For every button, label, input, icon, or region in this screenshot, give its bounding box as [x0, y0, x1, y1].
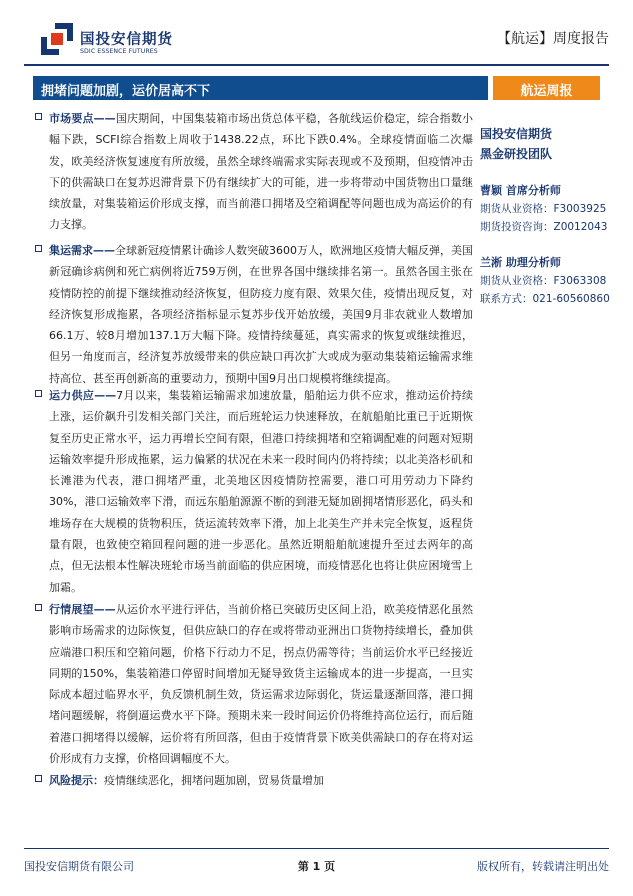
section-paragraph [49, 240, 473, 389]
section-shipping-demand [33, 240, 473, 385]
section-text: 国庆期间，中国集装箱市场出货总体平稳，各航线运价稳定，综合指数小幅下跌，SCFI综合指数上周收于1438.22点，环比下跌0.4%。全球疫情面临二次爆发，欧美经济恢复速度有所放缓，虽然全球终端需求实际表现或不及预期，但疫情冲击下的供需缺口在复苏迟滞背景下仍有继续扩大的可能，进一步将带动中国货物出口量继续放量，对集装箱运价形成支撑，而当前港口拥堵及空箱调配等问题也成为高运价的有力支撑。 [49, 112, 474, 232]
section-paragraph [49, 599, 473, 769]
page-number: 第 1 页 [297, 860, 336, 873]
section-risk-warning [33, 770, 473, 794]
analyst-2-name: 兰淅 助理分析师 [480, 256, 561, 269]
section-paragraph [49, 108, 473, 236]
section-text: 从运价水平进行评估，当前价格已突破历史区间上沿，欧美疫情恶化虽然影响市场需求的边际恢复，但供应缺口的存在或将带动亚洲出口货物持续增长，叠加供应端港口积压和空箱问题，价格下行动力不足，拐点仍需等待；当前运价水平已经接近同期的150%，集装箱港口停留时间增加无疑导致货主运输成本的进一步提高，一旦实际成本超过临界水平，负反馈机制生效，货运需求边际弱化，货运量逐渐回落，港口拥堵问题缓解，将倒逼运费水平下降。预期未来一段时间运价仍将维持高位运行，而后随着港口拥堵得以缓解，运价将有所回落，但由于疫情背景下欧美供需缺口的存在将对运价形成有力支撑，价格回调幅度不大。 [49, 603, 474, 766]
square-bullet-icon [35, 775, 42, 782]
logo-english-name: SDIC ESSENCE FUTURES [80, 48, 158, 55]
analyst-1-name: 曹颖 首席分析师 [480, 184, 561, 197]
section-paragraph [49, 385, 473, 598]
section-capacity-supply [33, 385, 473, 599]
square-bullet-icon [35, 390, 42, 397]
section-heading: 运力供应—— [49, 389, 117, 402]
section-heading: 风险提示： [49, 774, 104, 787]
section-paragraph [49, 770, 473, 791]
report-type-label: 【航运】周度报告 [497, 31, 609, 47]
section-text: 全球新冠疫情累计确诊人数突破3600万人，欧洲地区疫情大幅反弹，美国新冠确诊病例和死亡病例将近759万例，在世界各国中继续排名第一。虽然各国主张在疫情防控的前提下继续推动经济恢复，但防疫力度有限、效果欠佳，疫情出现反复，对经济恢复形成拖累，各项经济指标显示复苏步伐开始放缓，美国9月非农就业人数增加66.1万、较8月增加137.1万大幅下降。疫情持续蔓延，真实需求的恢复或继续推迟，但另一角度而言，经济复苏放缓带来的供应缺口再次扩大或成为驱动集装箱运输需求维持高位、甚至再创新高的重要动力，预期中国9月出口规模将继续提高。 [49, 244, 473, 385]
header-divider [24, 64, 609, 66]
analyst-2-cert: 期货从业资格：F3063308 [480, 275, 607, 287]
company-logo [40, 22, 173, 58]
main-content [33, 108, 473, 794]
sidebar-team [480, 124, 620, 164]
square-bullet-icon [35, 604, 42, 611]
footer-divider [24, 848, 609, 849]
sidebar-org-name: 国投安信期货 [480, 127, 553, 141]
logo-mark-icon [40, 22, 74, 56]
report-tag-bar [493, 76, 600, 100]
analyst-1-cert: 期货从业资格：F3003925 [480, 203, 607, 215]
section-heading: 集运需求—— [49, 244, 115, 257]
footer-company: 国投安信期货有限公司 [24, 860, 134, 873]
report-tag: 航运周报 [520, 84, 573, 99]
report-title-bar [33, 76, 488, 100]
section-market-highlights [33, 108, 473, 240]
square-bullet-icon [35, 113, 42, 120]
section-heading: 市场要点—— [49, 112, 116, 125]
section-text: 7月以来，集装箱运输需求加速放量，船舶运力供不应求，推动运价持续上涨，运价飙升引发相关部门关注，而后班轮运力快速释放，在航船舶比重已于近期恢复至历史正常水平，运力再增长空间有限，但港口持续拥堵和空箱调配难的问题对短期运输效率提升形成拖累，运力偏紧的状况在未来一段时间内仍将持续；以北美洛杉矶和长滩港为代表，港口拥堵严重，北美地区因疫情防控需要，港口可用劳动力下降约30%，港口运输效率下滑，而远东船舶源源不断的到港无疑加剧拥堵情形恶化，码头和堆场存在大规模的货物积压，货运流转效率下滑，加上北美生产并未完全恢复，返程货量有限，也致使空箱回程问题的进一步恶化。虽然近期船舶航速提升至过去两年的高点，但无法根本性解决班轮市场当前面临的供应困境，而疫情恶化也将让供应困境雪上加霜。 [49, 389, 474, 594]
analyst-1-invest: 期货投资咨询：Z0012043 [480, 221, 608, 233]
section-heading: 行情展望—— [49, 603, 116, 616]
section-text: 疫情继续恶化，拥堵问题加剧，贸易货量增加 [104, 774, 324, 787]
logo-chinese-name: 国投安信期货 [80, 32, 173, 48]
footer-copyright: 版权所有，转载请注明出处 [477, 860, 609, 873]
sidebar-team-name: 黑金研投团队 [480, 147, 553, 161]
analyst-2-contact: 联系方式：021-60560860 [480, 293, 610, 305]
section-market-outlook [33, 599, 473, 770]
report-title: 拥堵问题加剧，运价居高不下 [41, 84, 211, 99]
square-bullet-icon [35, 245, 42, 252]
